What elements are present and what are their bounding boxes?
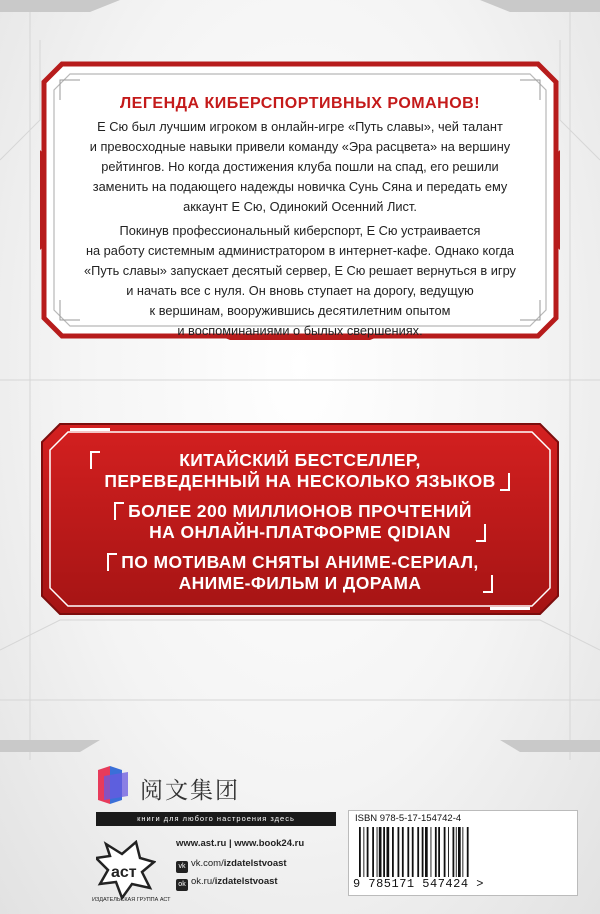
ok-prefix: ok.ru/ — [191, 876, 215, 887]
barcode-bars — [357, 827, 557, 877]
ast-logo-text: аст — [111, 864, 137, 881]
barcode-bar — [417, 827, 419, 877]
feature-line: БОЛЕЕ 200 МИЛЛИОНОВ ПРОЧТЕНИЙ — [128, 501, 472, 521]
barcode-bar — [458, 827, 461, 877]
vk-icon: vk — [176, 861, 188, 873]
vk-link[interactable] — [176, 857, 346, 875]
barcode-bar — [448, 827, 449, 877]
feature-text — [114, 501, 486, 543]
barcode-bar — [377, 827, 378, 877]
text-line: к вершинам, вооружившись десятилетним опытом — [149, 303, 451, 318]
blurb-text — [58, 95, 542, 345]
text-line: и воспоминаниями о былых свершениях. — [177, 323, 423, 338]
blurb-title: ЛЕГЕНДА КИБЕРСПОРТИВНЫХ РОМАНОВ! — [119, 95, 481, 112]
isbn-barcode — [348, 810, 578, 896]
features-list — [60, 450, 540, 603]
barcode-bar — [412, 827, 414, 877]
text-line: Покинув профессиональный киберспорт, Е Сю устраивается — [119, 223, 481, 238]
text-line: и начать все с нуля. Он вновь ступает на дорогу, ведущую — [126, 283, 474, 298]
feature-item — [60, 552, 540, 594]
barcode-bar — [402, 827, 404, 877]
publisher-links — [176, 838, 346, 893]
barcode-bar — [387, 827, 390, 877]
blurb-paragraph-1 — [58, 117, 542, 217]
barcode-bar — [392, 827, 394, 877]
barcode-bar — [398, 827, 400, 877]
isbn-label: ISBN 978-5-17-154742-4 — [355, 813, 462, 824]
ok-handle: izdatelstvoast — [214, 876, 278, 887]
ok-icon: ok — [176, 879, 188, 891]
text-line: рейтингов. Но когда достижения клуба пошли на спад, его решили — [101, 159, 499, 174]
feature-item — [60, 501, 540, 543]
barcode-bar — [462, 827, 463, 877]
barcode-bar — [363, 827, 364, 877]
barcode-bar — [467, 827, 469, 877]
vk-prefix: vk.com/ — [191, 858, 224, 869]
text-line: аккаунт Е Сю, Одинокий Осенний Лист. — [183, 199, 417, 214]
ast-logo — [96, 840, 156, 900]
feature-line: ПЕРЕВЕДЕННЫЙ НА НЕСКОЛЬКО ЯЗЫКОВ — [104, 471, 496, 491]
barcode-bar — [422, 827, 424, 877]
feature-text — [107, 552, 492, 594]
barcode-bar — [359, 827, 361, 877]
barcode-bar — [425, 827, 428, 877]
yuewen-logo-icon — [96, 766, 130, 804]
text-line: на работу системным администратором в интернет-кафе. Однако когда — [85, 243, 515, 258]
ok-link[interactable] — [176, 875, 346, 893]
barcode-bar — [456, 827, 457, 877]
blurb-paragraph-2 — [58, 221, 542, 341]
text-line: Е Сю был лучшим игроком в онлайн-игре «Путь славы», чей талант — [97, 119, 503, 134]
publisher-tagline: книги для любого настроения здесь — [96, 812, 336, 826]
barcode-bar — [431, 827, 432, 877]
feature-line: НА ОНЛАЙН-ПЛАТФОРМЕ QIDIAN — [149, 522, 451, 542]
barcode-bar — [407, 827, 409, 877]
yuewen-logo — [96, 766, 336, 806]
barcode-bar — [453, 827, 455, 877]
barcode-bar — [367, 827, 369, 877]
barcode-bar — [383, 827, 385, 877]
ast-caption: ИЗДАТЕЛЬСКАЯ ГРУППА АСТ — [92, 897, 171, 903]
feature-item — [60, 450, 540, 492]
barcode-bar — [438, 827, 440, 877]
feature-line: ПО МОТИВАМ СНЯТЫ АНИМЕ-СЕРИАЛ, — [121, 552, 479, 572]
feature-line: КИТАЙСКИЙ БЕСТСЕЛЛЕР, — [179, 450, 421, 470]
barcode-digits: 9 785171 547424 > — [353, 877, 484, 891]
feature-line: АНИМЕ-ФИЛЬМ И ДОРАМА — [178, 573, 422, 593]
text-line: заменить на подающего надежды новичка Сунь Сяна и передать ему — [92, 179, 508, 194]
barcode-bar — [379, 827, 382, 877]
barcode-bar — [444, 827, 446, 877]
text-line: и превосходные навыки привели команду «Эра расцвета» на вершину — [89, 139, 511, 154]
barcode-bar — [435, 827, 437, 877]
feature-text — [90, 450, 509, 492]
vk-handle: izdatelstvoast — [223, 858, 287, 869]
yuewen-logo-text: 阅文集团 — [140, 778, 240, 804]
barcode-bar — [372, 827, 374, 877]
websites-link[interactable]: www.ast.ru | www.book24.ru — [176, 838, 305, 849]
text-line: «Путь славы» запускает десятый сервер, Е Сю решает вернуться в игру — [84, 263, 516, 278]
